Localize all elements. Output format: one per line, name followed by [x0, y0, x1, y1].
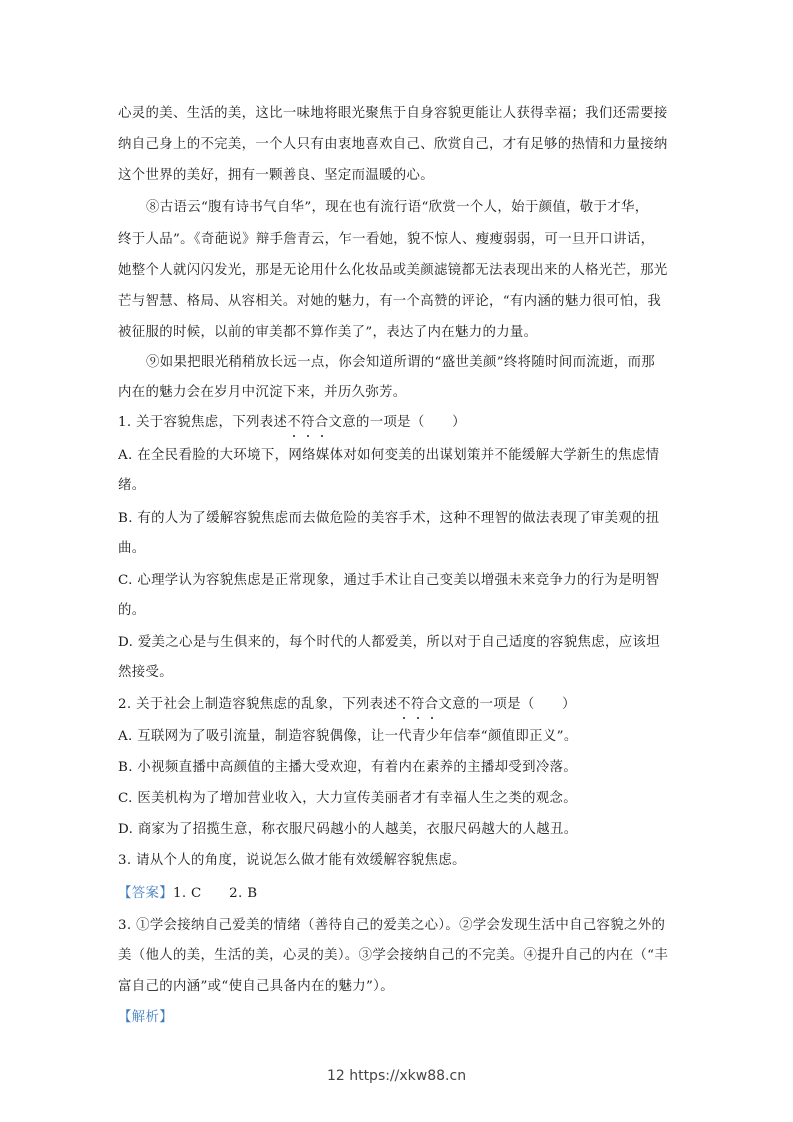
paragraph-line: 纳自己身上的不完美，一个人只有由衷地喜欢自己、欣赏自己，才有足够的热情和力量接纳 — [118, 137, 668, 152]
question-2-stem: 2. 关于社会上制造容貌焦虑的乱象，下列表述不符合文意的一项是（ ） — [118, 695, 576, 715]
question-1-option-b-cont: 曲。 — [118, 541, 146, 556]
paragraph-8-line: 终于人品”。《奇葩说》辩手詹青云，乍一看她，貌不惊人、瘦瘦弱弱，可一旦开口讲话， — [118, 232, 655, 247]
paragraph-9-line: ⑨如果把眼光稍稍放长远一点，你会知道所谓的“盛世美颜”终将随时间而流逝，而那 — [146, 355, 656, 370]
emphasis-char: 符 — [411, 695, 425, 715]
answer-tag: 【答案】 — [118, 886, 173, 901]
page-footer: 12 https://xkw88.cn — [326, 1068, 467, 1084]
question-2-option-a: A. 互联网为了吸引流量，制造容貌偶像，让一代青少年信奉“颜值即正义”。 — [118, 729, 578, 744]
emphasis-char: 符 — [301, 413, 315, 433]
question-1-option-d-cont: 然接受。 — [118, 665, 173, 680]
question-1-stem: 1. 关于容貌焦虑，下列表述不符合文意的一项是（ ） — [118, 413, 466, 433]
paragraph-8-line: ⑧古语云“腹有诗书气自华”，现在也有流行语“欣赏一个人，始于颜值，敬于才华， — [146, 200, 649, 215]
paragraph-8-line: 她整个人就闪闪发光，那是无论用什么化妆品或美颜滤镜都无法表现出来的人格光芒，那光 — [118, 263, 668, 278]
emphasis-char: 合 — [425, 695, 439, 715]
question-1-option-a: A. 在全民看脸的大环境下，网络媒体对如何变美的出谋划策并不能缓解大学新生的焦虑情 — [118, 448, 660, 463]
answer-q3-line: 3. ①学会接纳自己爱美的情绪（善待自己的爱美之心）。②学会发现生活中自己容貌之外的 — [118, 918, 666, 933]
question-1-option-d: D. 爱美之心是与生俱来的，每个时代的人都爱美，所以对于自己适度的容貌焦虑，应该坦 — [118, 635, 660, 650]
paragraph-line: 这个世界的美好，拥有一颗善良、坚定而温暖的心。 — [118, 168, 435, 183]
question-1-option-c-cont: 的。 — [118, 603, 146, 618]
question-1-option-b: B. 有的人为了缓解容貌焦虑而去做危险的美容手术，这种不理智的做法表现了审美观的扭 — [118, 511, 660, 526]
answer-q3-line: 美（他人的美，生活的美，心灵的美）。③学会接纳自己的不完美。④提升自己的内在（“丰 — [118, 948, 669, 963]
answer-mc: 1. C 2. B — [172, 886, 258, 901]
question-1-option-c: C. 心理学认为容貌焦虑是正常现象，通过手术让自己变美以增强未来竞争力的行为是明智 — [118, 573, 660, 588]
question-2-option-c: C. 医美机构为了增加营业收入，大力宣传美丽者才有幸福人生之类的观念。 — [118, 791, 578, 806]
answer-line — [118, 884, 257, 904]
question-2-option-b: B. 小视频直播中高颜值的主播大受欢迎，有着内在素养的主播却受到冷落。 — [118, 760, 578, 775]
question-1-option-a-cont: 绪。 — [118, 478, 146, 493]
paragraph-line: 心灵的美、生活的美，这比一味地将眼光聚焦于自身容貌更能让人获得幸福；我们还需要接 — [118, 106, 668, 121]
analysis-tag: 【解析】 — [118, 1010, 173, 1025]
paragraph-8-line: 芒与智慧、格局、从容相关。对她的魅力，有一个高赞的评论，“有内涵的魅力很可怕，我 — [118, 294, 662, 309]
emphasis-char: 不 — [397, 695, 411, 715]
paragraph-8-line: 被征服的时候，以前的审美都不算作美了”，表达了内在魅力的力量。 — [118, 325, 538, 340]
paragraph-9-line: 内在的魅力会在岁月中沉淀下来，并历久弥芳。 — [118, 385, 407, 400]
answer-q3-line: 富自己的内涵”或“使自己具备内在的魅力”）。 — [118, 979, 394, 994]
emphasis-char: 不 — [287, 413, 301, 433]
emphasis-char: 合 — [315, 413, 329, 433]
question-2-option-d: D. 商家为了招揽生意，称衣服尺码越小的人越美，衣服尺码越大的人越丑。 — [118, 822, 578, 837]
question-3-stem: 3. 请从个人的角度，说说怎么做才能有效缓解容貌焦虑。 — [118, 853, 466, 868]
